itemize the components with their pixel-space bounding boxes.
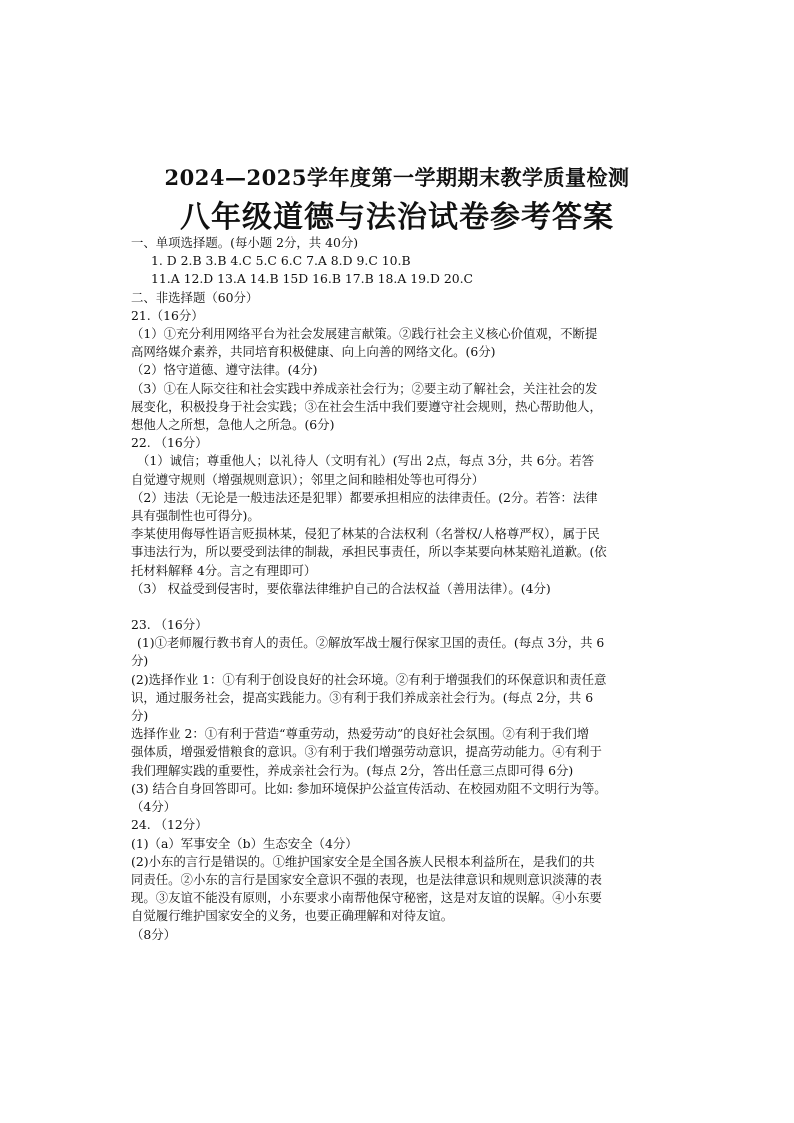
answer-line: 想他人之所想，急他人之所急。(6分) (131, 417, 335, 433)
answer-line: 分) (131, 708, 149, 724)
answer-line: 自觉遵守规则（增强规则意识）；邻里之间和睦相处等也可得分） (131, 471, 485, 487)
choice-answers-row-1: 1. D 2.B 3.B 4.C 5.C 6.C 7.A 8.D 9.C 10.B (151, 253, 411, 269)
section-heading: 一、单项选择题。(每小题 2分，共 40分) (131, 235, 359, 250)
answer-line: 自觉履行维护国家安全的义务，也要正确理解和对待友谊。 (131, 908, 454, 924)
spacer (131, 598, 671, 616)
question-title: 21.（16分） (131, 307, 204, 323)
answer-line: （2）违法（无论是一般违法还是犯罪）都要承担相应的法律责任。(2分。若答：法律 (131, 489, 598, 505)
answer-line: （2）恪守道德、遵守法律。(4分) (131, 362, 318, 378)
answer-line: 现。③友谊不能没有原则，小东要求小南帮他保守秘密，这是对友谊的误解。④小东要 (131, 890, 602, 906)
answer-body (131, 234, 671, 944)
answer-line: (2)小东的言行是错误的。①维护国家安全是全国各族人民根本利益所在，是我们的共 (131, 853, 595, 869)
answer-line: 具有强制性也可得分)。 (131, 508, 260, 524)
answer-line: (1)（a）军事安全（b）生态安全（4分） (131, 835, 358, 851)
answer-key-title: 八年级道德与法治试卷参考答案 (180, 200, 614, 235)
answer-line: （1）诚信；尊重他人；以礼待人（文明有礼）(写出 2点，每点 3分，共 6分。若答 (137, 453, 595, 469)
answer-line: （8分） (131, 926, 177, 942)
exam-title: 2024—2025学年度第一学期期末教学质量检测 (164, 165, 630, 190)
answer-line: (2)选择作业 1：①有利于创设良好的社会环境。②有利于增强我们的环保意识和责任意 (131, 671, 607, 687)
answer-line: （3） 权益受到侵害时，要依靠法律维护自己的合法权益（善用法律）。(4分) (131, 580, 551, 596)
section-heading: 二、非选择题（60分） (131, 289, 259, 305)
answer-line: 事违法行为，所以要受到法律的制裁，承担民事责任，所以李某要向林某赔礼道歉。(依 (131, 544, 607, 560)
answer-line: 李某使用侮辱性语言贬损林某，侵犯了林某的合法权利（名誉权/人格尊严权），属于民 (131, 526, 600, 542)
answer-line: （1）①充分利用网络平台为社会发展建言献策。②践行社会主义核心价值观，不断提 (131, 326, 598, 342)
answer-line: 同责任。②小东的言行是国家安全意识不强的表现，也是法律意识和规则意识淡薄的表 (131, 871, 602, 887)
question-title: 23. （16分） (131, 617, 208, 633)
choice-answers-row-2: 11.A 12.D 13.A 14.B 15D 16.B 17.B 18.A 19.D 20.C (151, 271, 474, 287)
question-title: 22. （16分） (131, 435, 208, 451)
answer-line: 展变化，积极投身于社会实践；③在社会生活中我们要遵守社会规则，热心帮助他人， (131, 398, 602, 414)
answer-line: 选择作业 2：①有利于营造“尊重劳动，热爱劳动”的良好社会氛围。②有利于我们增 (131, 726, 590, 742)
answer-line: 分) (131, 653, 149, 669)
answer-line: （3）①在人际交往和社会实践中养成亲社会行为；②要主动了解社会，关注社会的发 (131, 380, 598, 396)
answer-line: 我们理解实践的重要性，养成亲社会行为。(每点 2分，答出任意三点即可得 6分) (131, 762, 574, 778)
answer-line: （4分） (131, 799, 177, 815)
answer-line: 识，通过服务社会，提高实践能力。③有利于我们养成亲社会行为。(每点 2分，共 6 (131, 689, 594, 705)
question-title: 24. （12分） (131, 817, 208, 833)
answer-line: (3) 结合自身回答即可。比如: 参加环境保护公益宣传活动、在校园劝阻不文明行为等。 (131, 780, 607, 796)
answer-line: 强体质，增强爱惜粮食的意识。③有利于我们增强劳动意识，提高劳动能力。④有利于 (131, 744, 602, 760)
answer-line: 高网络媒介素养，共同培育积极健康、向上向善的网络文化。(6分) (131, 344, 496, 360)
answer-line: 托材料解释 4分。言之有理即可） (131, 562, 317, 578)
answer-line: (1)①老师履行教书育人的责任。②解放军战士履行保家卫国的责任。(每点 3分，共 6 (137, 635, 605, 651)
